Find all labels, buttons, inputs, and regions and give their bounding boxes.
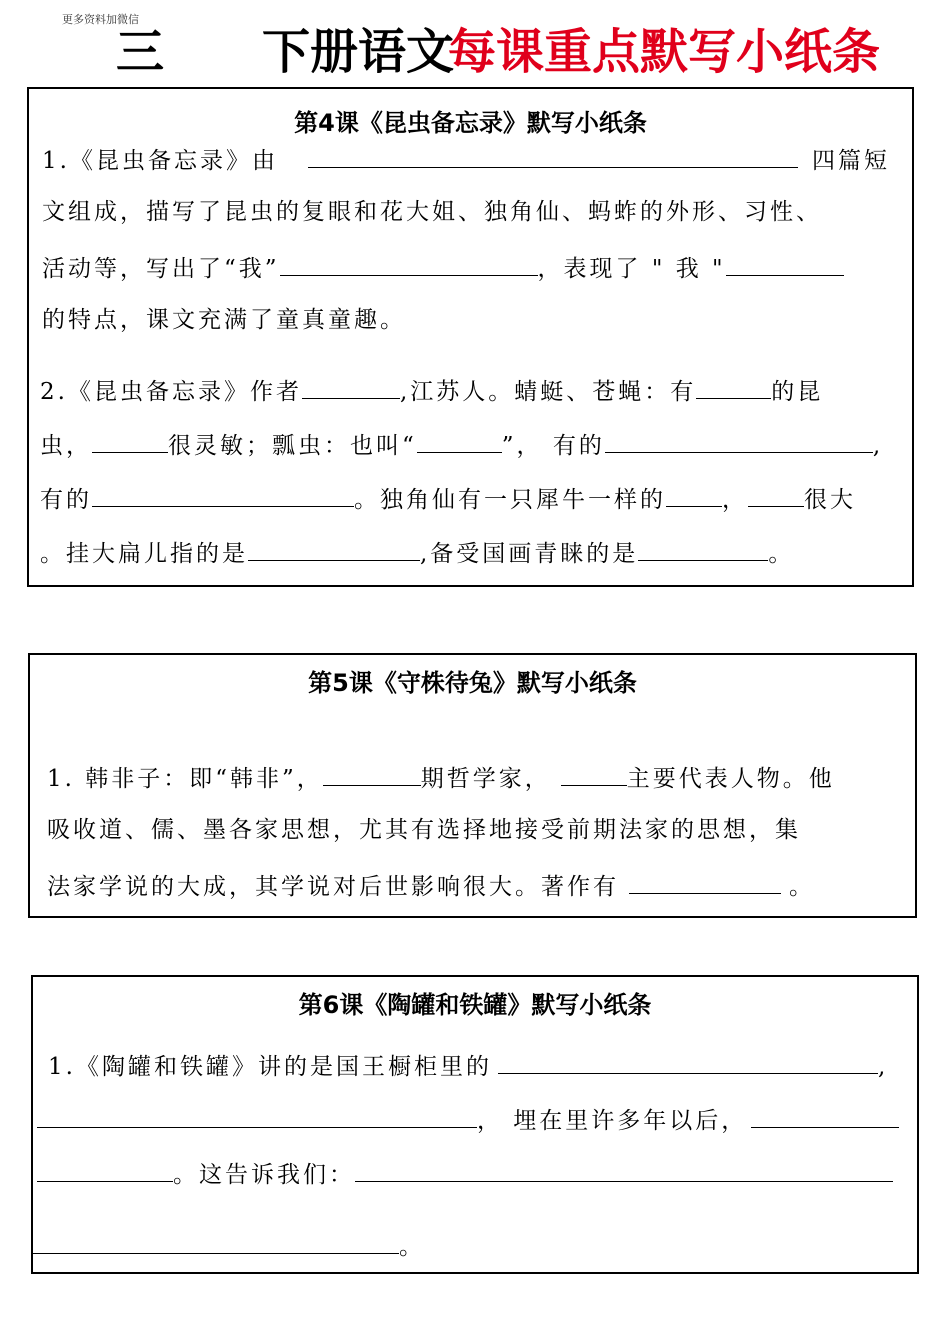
lesson4-q2-line2: 虫， 很灵敏；瓢虫：也叫“ ”， 有的 , [40, 428, 883, 461]
answer-blank[interactable] [629, 869, 781, 894]
answer-blank[interactable] [726, 251, 844, 276]
lesson6-q1-line2: ， 埋在里许多年以后， [37, 1103, 899, 1136]
answer-blank[interactable] [308, 143, 798, 168]
lesson6-q1-line1: 1.《陶罐和铁罐》讲的是国王橱柜里的 , [48, 1049, 888, 1082]
lesson5-heading: 第5课《守株待兔》默写小纸条 [308, 669, 637, 697]
lesson4-q1-line4: 的特点，课文充满了童真童趣。 [42, 307, 406, 333]
answer-blank[interactable] [605, 428, 873, 453]
answer-blank[interactable] [323, 761, 421, 786]
answer-blank[interactable] [696, 374, 771, 399]
answer-blank[interactable] [498, 1049, 878, 1074]
title-subject: 下册语文 [262, 24, 455, 80]
answer-blank[interactable] [561, 761, 627, 786]
answer-blank[interactable] [638, 536, 768, 561]
lesson4-q2-line4: 。挂大扁儿指的是 ,备受国画青睐的是 。 [40, 536, 794, 569]
answer-blank[interactable] [37, 1157, 173, 1182]
answer-blank[interactable] [748, 482, 804, 507]
answer-blank[interactable] [417, 428, 502, 453]
lesson4-heading: 第4课《昆虫备忘录》默写小纸条 [294, 109, 647, 137]
lesson5-q1-line3: 法家学说的大成，其学说对后世影响很大。著作有 。 [47, 869, 815, 902]
lesson6-q1-line5: 。 [31, 1229, 425, 1262]
lesson4-q1-line3: 活动等，写出了“我” ，表现了 " 我 " [42, 251, 844, 284]
answer-blank[interactable] [31, 1229, 399, 1254]
lesson5-card [28, 653, 917, 918]
lesson5-q1-line2: 吸收道、儒、墨各家思想，尤其有选择地接受前期法家的思想，集 [47, 817, 801, 843]
lesson4-card [27, 87, 914, 587]
title-grade: 三 [116, 24, 165, 80]
answer-blank[interactable] [302, 374, 400, 399]
lesson6-q1-line3: 。这告诉我们： [37, 1157, 893, 1190]
answer-blank[interactable] [751, 1103, 899, 1128]
top-note: 更多资料加微信 [62, 13, 139, 26]
answer-blank[interactable] [355, 1157, 893, 1182]
lesson5-q1-line1: 1. 韩非子：即“韩非”， 期哲学家， 主要代表人物。他 [47, 761, 835, 794]
answer-blank[interactable] [248, 536, 420, 561]
lesson4-q1-line2: 文组成，描写了昆虫的复眼和花大姐、独角仙、蚂蚱的外形、习性、 [42, 199, 822, 225]
answer-blank[interactable] [37, 1103, 477, 1128]
answer-blank[interactable] [92, 482, 354, 507]
lesson6-heading: 第6课《陶罐和铁罐》默写小纸条 [298, 991, 652, 1019]
answer-blank[interactable] [666, 482, 722, 507]
lesson4-q1-line1: 1.《昆虫备忘录》由 四篇短 [42, 143, 890, 176]
answer-blank[interactable] [92, 428, 168, 453]
lesson4-q2-line3: 有的 。独角仙有一只犀牛一样的 ， 很大 [40, 482, 856, 515]
lesson6-card [31, 975, 919, 1274]
lesson4-q2-line1: 2.《昆虫备忘录》作者 ,江苏人。蜻蜓、苍蝇：有 的昆 [40, 374, 823, 407]
title-highlight: 每课重点默写小纸条 [448, 24, 881, 80]
answer-blank[interactable] [280, 251, 538, 276]
